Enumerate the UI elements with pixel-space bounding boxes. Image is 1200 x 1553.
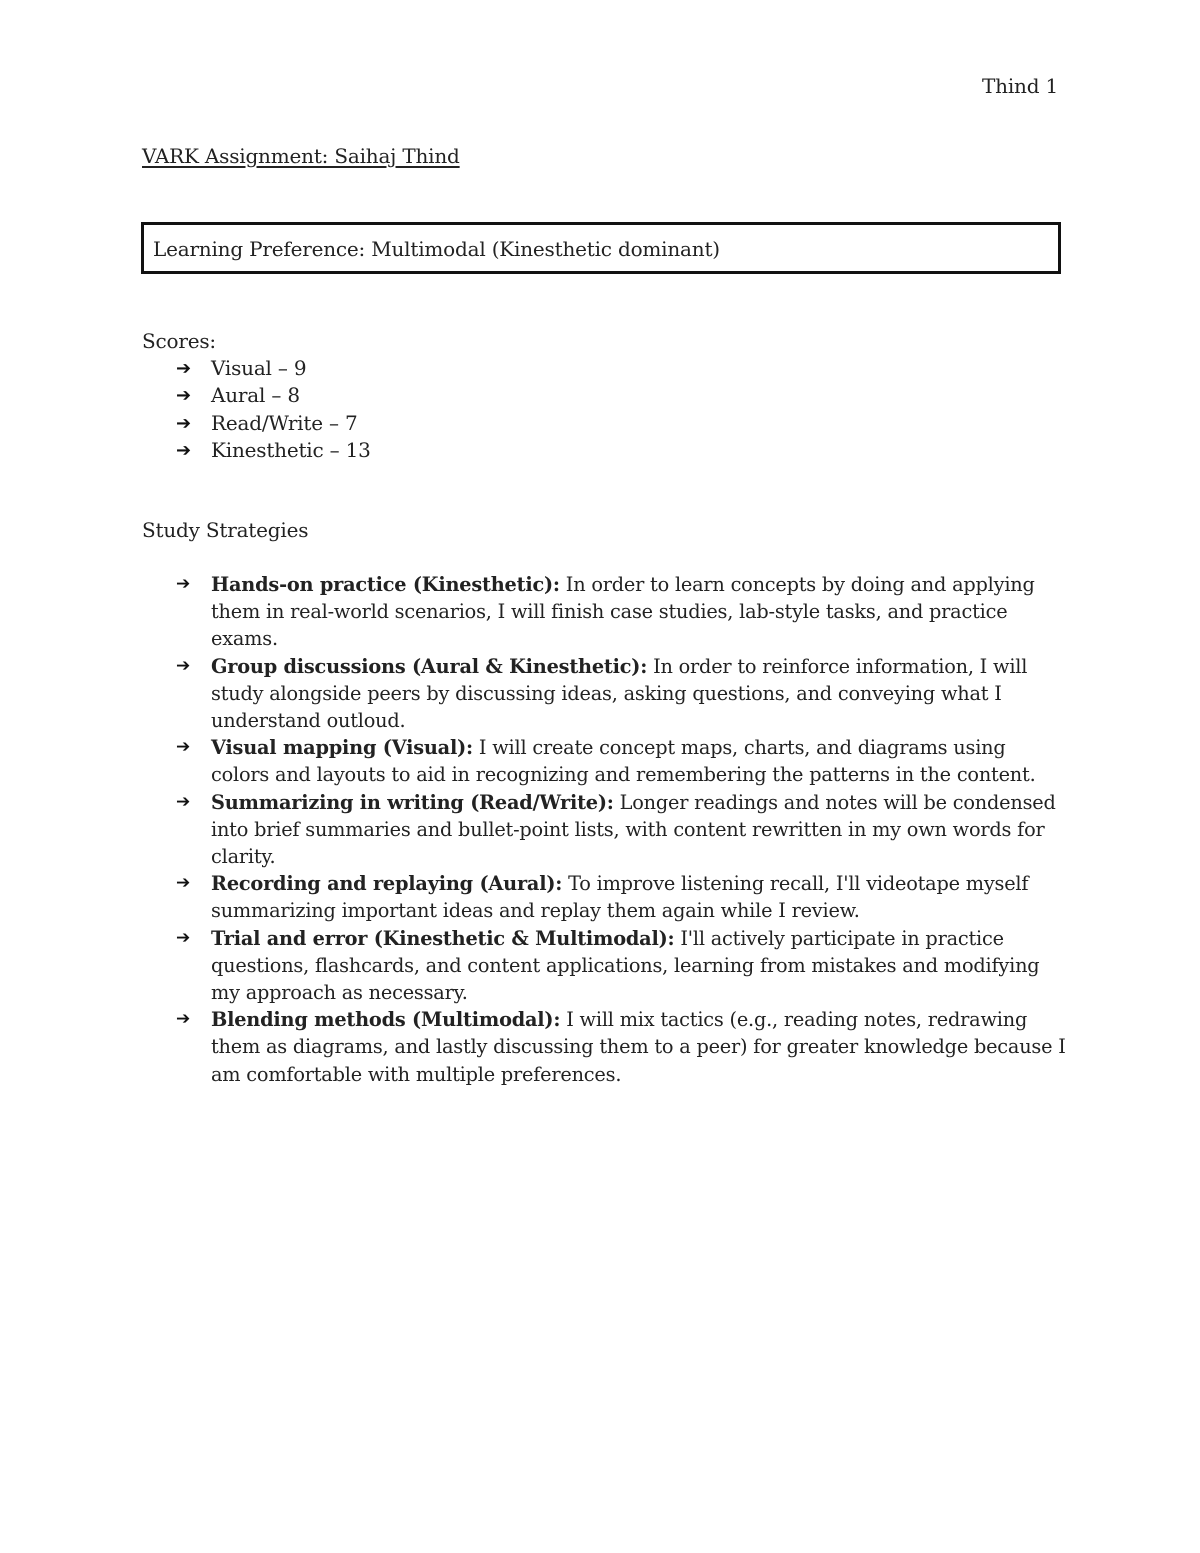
arrow-bullet-icon: ➔ (176, 873, 191, 894)
scores-label: Scores: (142, 329, 216, 353)
strategy-body (211, 1006, 1066, 1088)
strategy-item (176, 571, 1066, 653)
score-item (176, 410, 371, 437)
strategy-text: Longer readings and notes will be condensed into brief summaries and bullet-point lists, with content rewritten in my own words for clarity. (211, 790, 1056, 869)
arrow-bullet-icon: ➔ (176, 574, 191, 594)
strategy-body (211, 789, 1066, 871)
page-header: Thind 1 (982, 74, 1058, 98)
arrow-bullet-icon: ➔ (176, 655, 191, 676)
document-title: VARK Assignment: Saihaj Thind (142, 144, 460, 168)
strategy-item (176, 653, 1066, 735)
score-text: Visual – 9 (211, 356, 307, 380)
arrow-bullet-icon: ➔ (176, 385, 191, 407)
strategy-text: I will mix tactics (e.g., reading notes, redrawing them as diagrams, and lastly discussing them to a peer) for greater knowledge because I am comfortable with multiple preferences. (211, 1008, 1066, 1086)
strategy-text: I will create concept maps, charts, and diagrams using colors and layouts to aid in recognizing and remembering the patterns in the content. (211, 736, 1036, 787)
strategy-item (176, 925, 1066, 1007)
strategy-title: Blending methods (Multimodal): (211, 1008, 561, 1032)
strategy-item (176, 734, 1066, 788)
arrow-bullet-icon: ➔ (176, 737, 191, 758)
arrow-bullet-icon: ➔ (176, 358, 191, 379)
score-item (176, 355, 371, 382)
strategy-text: In order to reinforce information, I will study alongside peers by discussing ideas, asking questions, and conveying what I understand outloud. (211, 654, 1028, 733)
strategy-body (211, 734, 1066, 788)
strategy-title: Group discussions (Aural & Kinesthetic): (211, 654, 648, 678)
strategy-text: I'll actively participate in practice questions, flashcards, and content applications, learning from mistakes and modifying my approach as necessary. (211, 926, 1040, 1005)
learning-preference-box (141, 222, 1061, 274)
strategy-text: To improve listening recall, I'll videotape myself summarizing important ideas and replay them again while I review. (211, 872, 1029, 923)
score-text: Kinesthetic – 13 (211, 437, 371, 462)
arrow-bullet-icon: ➔ (176, 412, 191, 434)
strategy-title: Hands-on practice (Kinesthetic): (211, 573, 560, 596)
strategy-item (176, 870, 1066, 924)
strategy-item (176, 789, 1066, 871)
strategy-body (211, 571, 1066, 653)
strategy-text: In order to learn concepts by doing and applying them in real-world scenarios, I will finish case studies, lab-style tasks, and practice exams. (211, 573, 1035, 651)
study-strategies-list (176, 571, 1066, 1088)
strategy-body (211, 653, 1066, 735)
arrow-bullet-icon: ➔ (176, 791, 191, 812)
strategy-item (176, 1006, 1066, 1088)
arrow-bullet-icon: ➔ (176, 439, 191, 461)
strategy-body (211, 925, 1066, 1007)
scores-list (176, 355, 371, 464)
strategy-body (211, 870, 1066, 924)
arrow-bullet-icon: ➔ (176, 1009, 191, 1030)
strategy-title: Trial and error (Kinesthetic & Multimodal): (211, 926, 675, 950)
score-text: Aural – 8 (211, 383, 300, 408)
learning-preference-text: Learning Preference: Multimodal (Kinesthetic dominant) (153, 237, 720, 261)
arrow-bullet-icon: ➔ (176, 927, 191, 948)
score-text: Read/Write – 7 (211, 410, 358, 435)
strategy-title: Visual mapping (Visual): (211, 736, 473, 760)
strategy-title: Summarizing in writing (Read/Write): (211, 790, 614, 814)
score-item (176, 382, 371, 409)
score-item (176, 437, 371, 464)
strategy-title: Recording and replaying (Aural): (211, 872, 563, 896)
study-strategies-label: Study Strategies (142, 518, 309, 542)
